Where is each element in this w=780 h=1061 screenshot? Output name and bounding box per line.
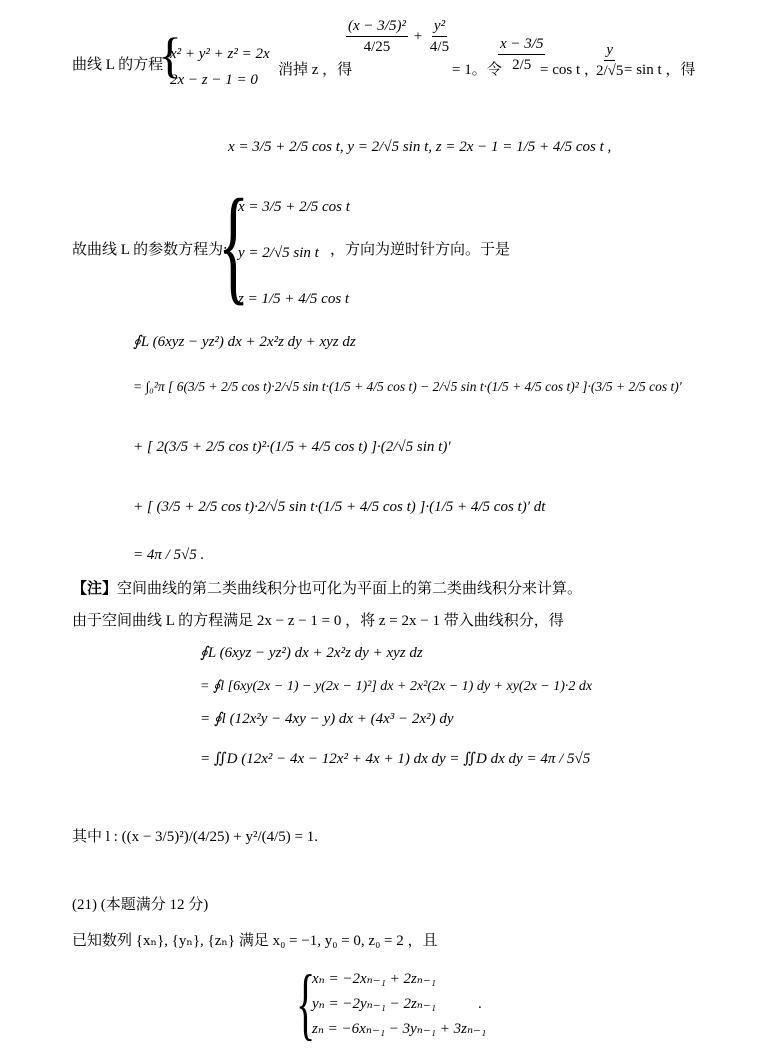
note-tag: 【注】 xyxy=(72,581,118,597)
param-r2: y = 2/√5 sin t xyxy=(238,245,319,261)
line1-prefix: 曲线 L 的方程 xyxy=(72,57,164,73)
line1-mid: 消掉 z ，得 xyxy=(278,62,353,78)
note-where: 其中 l : ((x − 3/5)²)/(4/25) + y²/(4/5) = 1. xyxy=(72,829,319,845)
line2: x = 3/5 + 2/5 cos t, y = 2/√5 sin t, z = 2x − 1 = 1/5 + 4/5 cos t , xyxy=(228,139,612,155)
param-tail: ，方向为逆时针方向。于是 xyxy=(330,242,511,258)
line1-sin: = sin t ，得 xyxy=(624,62,696,78)
param-r1: x = 3/5 + 2/5 cos t xyxy=(238,199,350,215)
line1-frac3: $\frac{y}{2/√5}$ xyxy=(596,42,624,79)
int-l3: + [ 2(3/5 + 2/5 cos t)²·(1/5 + 4/5 cos t) ]·(2/√5 sin t)′ xyxy=(133,439,451,455)
brace-3: { xyxy=(296,960,316,1048)
brace-1: { xyxy=(158,27,182,83)
q21-end: . xyxy=(478,996,482,1012)
q21-s1: xₙ = −2xₙ₋₁ + 2zₙ₋₁ xyxy=(312,971,437,987)
line1 xyxy=(72,58,163,73)
note-line2: 由于空间曲线 L 的方程满足 2x − z − 1 = 0 ，将 z = 2x − 1 带入曲线积分，得 xyxy=(72,613,564,629)
int-l1: ∮L (6xyz − yz²) dx + 2x²z dy + xyz dz xyxy=(133,334,356,350)
param-label: 故曲线 L 的参数方程为: xyxy=(72,242,228,258)
note-e4: = ∬D (12x² − 4x − 12x² + 4x + 1) dx dy = ∬D dx dy = 4π / 5√5 xyxy=(200,751,591,767)
param-r3: z = 1/5 + 4/5 cos t xyxy=(238,291,350,307)
q21-title: (21) (本题满分 12 分) xyxy=(72,897,209,913)
line1-eq2: 2x − z − 1 = 0 xyxy=(170,72,258,88)
brace-2: { xyxy=(218,173,250,317)
line1-frac2: $\frac{x - 3/5}{2/5}$ xyxy=(500,36,544,73)
note-e3: = ∮l (12x²y − 4xy − y) dx + (4x³ − 2x²) dy xyxy=(200,711,454,727)
int-l2: = ∫₀²π [ 6(3/5 + 2/5 cos t)·2/√5 sin t·(1/5 + 4/5 cos t) − 2/√5 sin t·(1/5 + 4/5 cos t)² ]·(3/5 + 2/5 cos t)′ xyxy=(133,379,682,394)
int-l5: = 4π / 5√5 . xyxy=(133,547,205,563)
note-line xyxy=(72,582,582,597)
q21-s3: zₙ = −6xₙ₋₁ − 3yₙ₋₁ + 3zₙ₋₁ xyxy=(312,1021,487,1037)
note-text: 空间曲线的第二类曲线积分也可化为平面上的第二类曲线积分来计算。 xyxy=(117,581,583,597)
note-e2: = ∮l [6xy(2x − 1) − y(2x − 1)²] dx + 2x²(2x − 1) dy + xy(2x − 1)·2 dx xyxy=(200,679,593,694)
q21-s2: yₙ = −2yₙ₋₁ − 2zₙ₋₁ xyxy=(312,996,437,1012)
int-l4: + [ (3/5 + 2/5 cos t)·2/√5 sin t·(1/5 + 4/5 cos t) ]·(1/5 + 4/5 cos t)′ dt xyxy=(133,499,546,515)
line1-frac1: $\frac{\text{(x − 3/5)²}}{4/25}$ + $\frac{\text{y²}}{4/5}$ xyxy=(348,18,450,55)
q21-text: 已知数列 {xₙ}, {yₙ}, {zₙ} 满足 x₀ = −1, y₀ = 0, z₀ = 2 ，且 xyxy=(72,933,438,949)
line1-after: = 1。令 xyxy=(452,62,502,78)
note-e1: ∮L (6xyz − yz²) dx + 2x²z dy + xyz dz xyxy=(200,645,423,661)
line1-eq1: x² + y² + z² = 2x xyxy=(170,46,270,62)
line1-cos: = cos t ， xyxy=(540,62,599,78)
